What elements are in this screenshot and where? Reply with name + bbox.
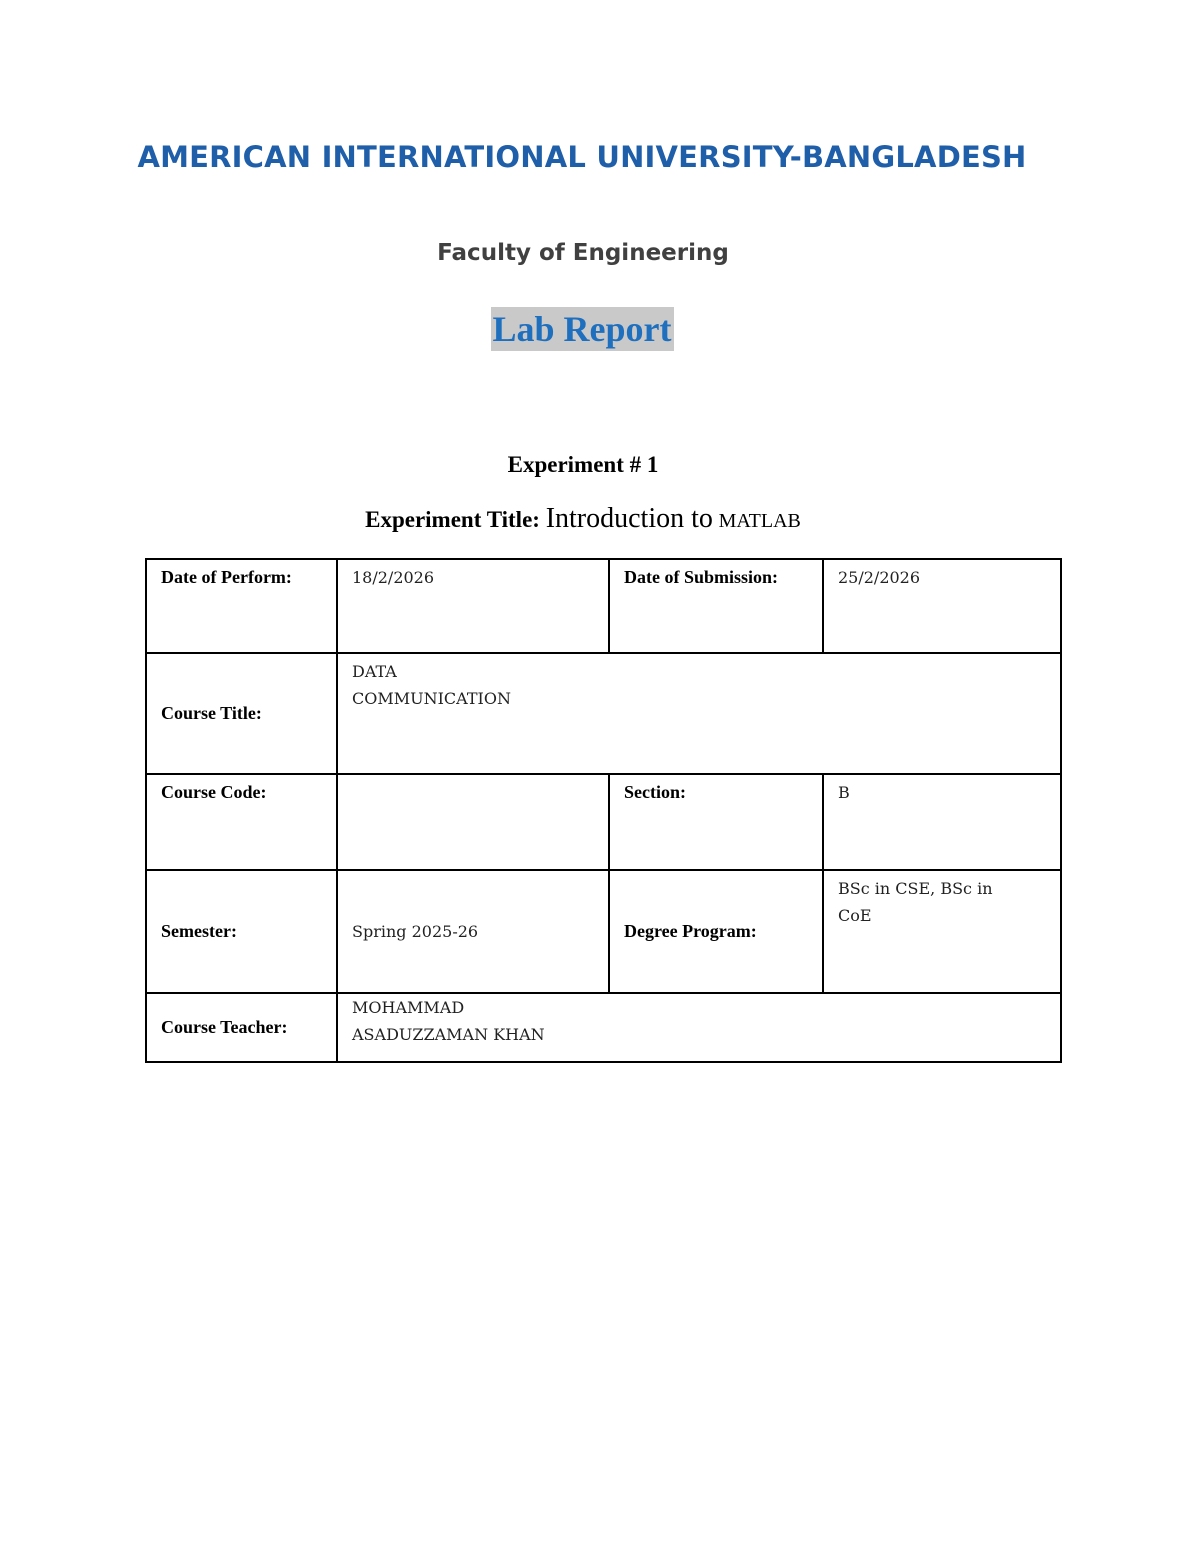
section-value: B — [823, 774, 1061, 870]
degree-program-value — [823, 870, 1061, 993]
report-type-wrapper — [0, 307, 1164, 351]
experiment-title-label: Experiment Title: — [365, 507, 540, 532]
table-row — [146, 653, 1061, 774]
course-teacher-value — [337, 993, 1061, 1062]
report-type-title: Lab Report — [492, 309, 672, 349]
semester-value: Spring 2025-26 — [337, 870, 609, 993]
semester-label: Semester: — [146, 870, 337, 993]
course-title-value-line1: DATA — [352, 662, 397, 681]
report-info-table — [145, 558, 1062, 1063]
degree-program-label: Degree Program: — [609, 870, 823, 993]
course-title-value — [337, 653, 1061, 774]
course-title-value-line2: COMMUNICATION — [352, 689, 511, 708]
experiment-title-value-part1: Introduction to — [545, 503, 713, 534]
table-row — [146, 774, 1061, 870]
section-label: Section: — [609, 774, 823, 870]
table-row — [146, 993, 1061, 1062]
course-teacher-value-line2: ASADUZZAMAN KHAN — [352, 1025, 545, 1044]
date-perform-value: 18/2/2026 — [337, 559, 609, 653]
date-submission-value: 25/2/2026 — [823, 559, 1061, 653]
degree-program-value-line1: BSc in CSE, BSc in — [838, 879, 993, 898]
course-title-label: Course Title: — [146, 653, 337, 774]
experiment-title — [0, 503, 1166, 535]
table-row — [146, 870, 1061, 993]
degree-program-value-line2: CoE — [838, 906, 872, 925]
course-teacher-value-line1: MOHAMMAD — [352, 998, 465, 1017]
faculty-name: Faculty of Engineering — [437, 240, 729, 266]
experiment-title-value-part2: MATLAB — [718, 510, 801, 532]
table-row — [146, 559, 1061, 653]
date-submission-label: Date of Submission: — [609, 559, 823, 653]
course-code-value — [337, 774, 609, 870]
date-perform-label: Date of Perform: — [146, 559, 337, 653]
course-teacher-label: Course Teacher: — [146, 993, 337, 1062]
university-name: AMERICAN INTERNATIONAL UNIVERSITY-BANGLADESH — [137, 140, 1027, 174]
experiment-number: Experiment # 1 — [507, 452, 659, 477]
course-code-label: Course Code: — [146, 774, 337, 870]
